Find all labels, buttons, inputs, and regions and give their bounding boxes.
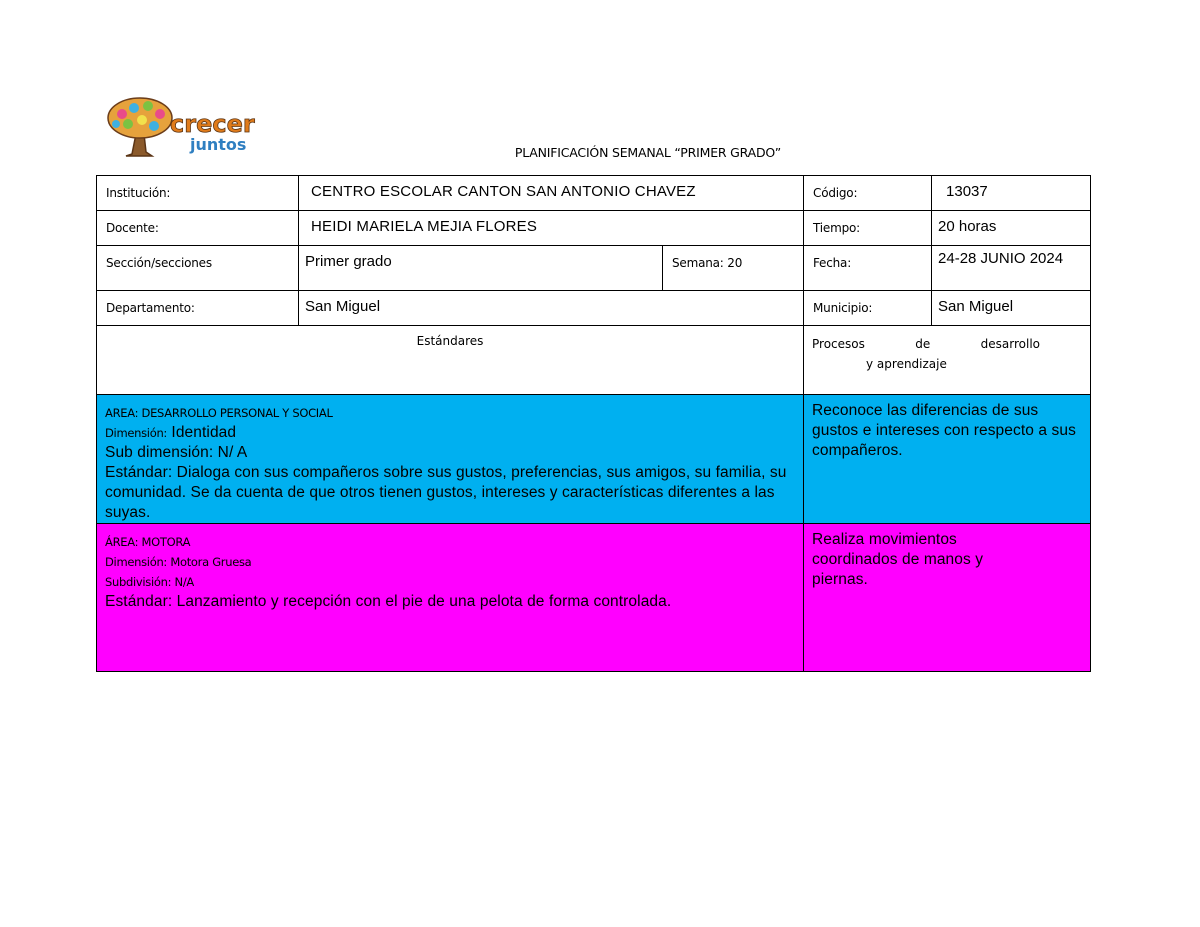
subdimension: Sub dimensión: N/ A bbox=[105, 444, 248, 461]
departamento-label: Departamento: bbox=[97, 291, 299, 326]
page-title: PLANIFICACIÓN SEMANAL “PRIMER GRADO” bbox=[514, 145, 782, 160]
row-area-motora bbox=[97, 524, 1091, 672]
procesos-word-1: Procesos bbox=[812, 337, 865, 351]
procesos-line-2: y aprendizaje bbox=[866, 357, 947, 371]
seccion-label: Sección/secciones bbox=[97, 246, 299, 291]
row-docente bbox=[97, 211, 1091, 246]
subdivision: Subdivisión: N/A bbox=[105, 575, 194, 589]
docente-value: HEIDI MARIELA MEJIA FLORES bbox=[299, 211, 804, 246]
logo-text-crecer: crecer bbox=[170, 110, 255, 138]
estandar-text: Estándar: Dialoga con sus compañeros sobre sus gustos, preferencias, sus amigos, su familia, su comunidad. Se da cuenta de que otros tienen gustos, intereses y características diferentes a las suyas. bbox=[105, 464, 787, 521]
procesos-word-2: de bbox=[915, 337, 931, 351]
institucion-label: Institución: bbox=[97, 176, 299, 211]
row-departamento bbox=[97, 291, 1091, 326]
row-area-personal-social bbox=[97, 395, 1091, 524]
procesos-word-3: desarrollo bbox=[980, 337, 1040, 351]
fecha-value: 24-28 JUNIO 2024 bbox=[932, 246, 1091, 291]
tiempo-value: 20 horas bbox=[932, 211, 1091, 246]
fecha-label: Fecha: bbox=[804, 246, 932, 291]
estandares-header: Estándares bbox=[97, 326, 804, 395]
municipio-label: Municipio: bbox=[804, 291, 932, 326]
departamento-value: San Miguel bbox=[299, 291, 804, 326]
codigo-label: Código: bbox=[804, 176, 932, 211]
logo-text-juntos: juntos bbox=[190, 135, 247, 154]
municipio-value: San Miguel bbox=[932, 291, 1091, 326]
tiempo-label: Tiempo: bbox=[804, 211, 932, 246]
planning-table bbox=[96, 175, 1091, 672]
proceso-personal-social: Reconoce las diferencias de sus gustos e intereses con respecto a sus compañeros. bbox=[804, 395, 1091, 524]
seccion-value: Primer grado bbox=[299, 246, 663, 291]
procesos-header bbox=[804, 326, 1091, 395]
proceso-motora: Realiza movimientos coordinados de manos y piernas. bbox=[804, 524, 1091, 672]
area-personal-social-cell bbox=[97, 395, 804, 524]
dimension-label: Dimensión: Motora Gruesa bbox=[105, 555, 252, 569]
row-institucion bbox=[97, 176, 1091, 211]
semana-label: Semana: 20 bbox=[663, 246, 804, 291]
docente-label: Docente: bbox=[97, 211, 299, 246]
area-motora-cell bbox=[97, 524, 804, 672]
codigo-value: 13037 bbox=[932, 176, 1091, 211]
area-title: ÁREA: MOTORA bbox=[105, 535, 191, 549]
institucion-value: CENTRO ESCOLAR CANTON SAN ANTONIO CHAVEZ bbox=[299, 176, 804, 211]
dimension-value: Identidad bbox=[167, 424, 237, 441]
row-seccion bbox=[97, 246, 1091, 291]
estandar-text: Estándar: Lanzamiento y recepción con el pie de una pelota de forma controlada. bbox=[105, 593, 672, 610]
area-title: AREA: DESARROLLO PERSONAL Y SOCIAL bbox=[105, 406, 333, 420]
dimension-label: Dimensión: bbox=[105, 426, 168, 440]
row-headers bbox=[97, 326, 1091, 395]
dimension-line bbox=[105, 423, 795, 443]
